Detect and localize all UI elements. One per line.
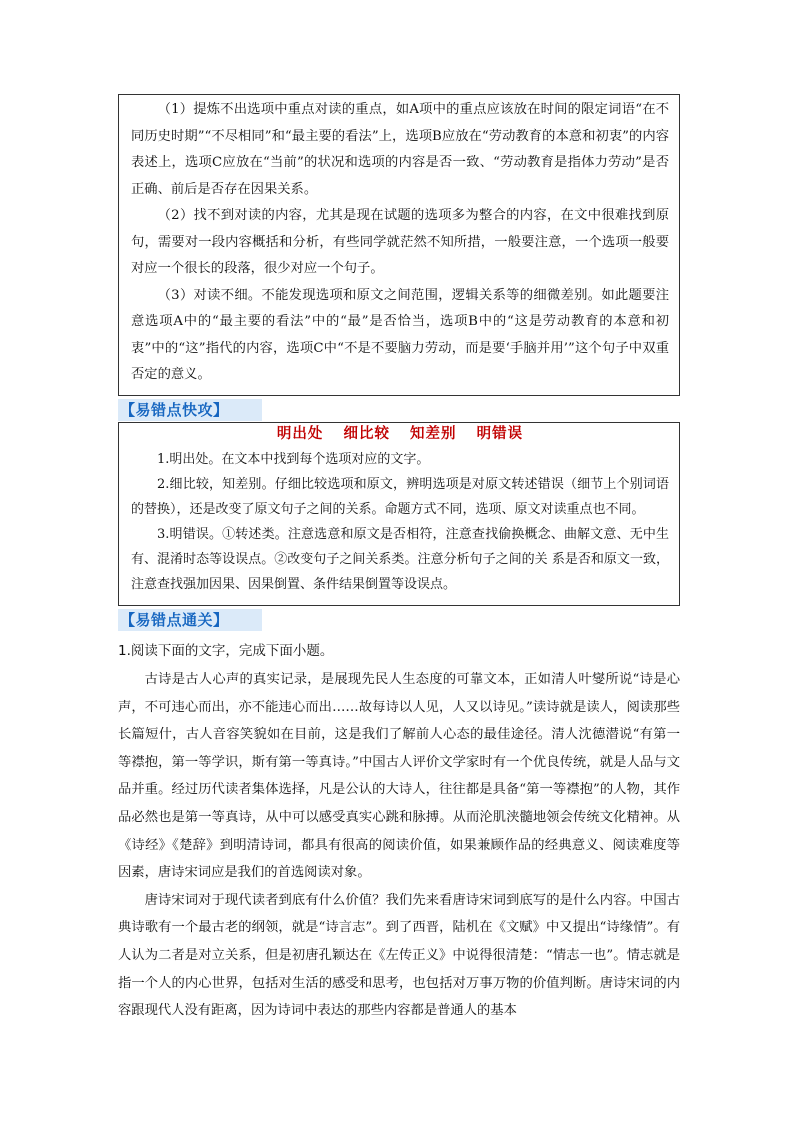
tip-paragraph-1: 1.明出处。在文本中找到每个选项对应的文字。 [157,452,430,467]
subtitle-item-3: 知差别 [410,425,457,442]
explanation-paragraph-2: （2）找不到对读的内容，尤其是现在试题的选项多为整合的内容，在文中很难找到原句，需要对一段内容概括和分析，有些同学就茫然不知所措，一般要注意，一个选项一般要对应一个很长的段落，很少对应一个句子。 [131,208,669,276]
section-heading-pass: 【易错点通关】 [118,609,262,631]
tip-paragraph-2: 2.细比较，知差别。仔细比较选项和原文，辨明选项是对原文转述错误（细节上个别词语的替换），还是改变了原文句子之间的关系。命题方式不同，选项、原文对读重点也不同。 [131,477,669,517]
reading-question [118,640,680,1025]
question-prompt: 1.阅读下面的文字，完成下面小题。 [118,643,334,659]
tips-box [118,422,680,606]
section-heading-quick-attack: 【易错点快攻】 [118,399,262,421]
article-paragraph-1: 古诗是古人心声的真实记录，是展现先民人生态度的可靠文本，正如清人叶燮所说“诗是心声，不可违心而出，亦不能违心而出……故每诗以人见，人又以诗见。”读诗就是读人，阅读那些长篇短什，古人音容笑貌如在目前，这是我们了解前人心态的最佳途径。清人沈德潜说“有第一等襟抱，第一等学识，斯有第一等真诗。”中国古人评价文学家时有一个优良传统，就是人品与文品并重。经过历代读者集体选择，凡是公认的大诗人，往往都是具备“第一等襟抱”的人物，其作品必然也是第一等真诗，从中可以感受真实心跳和脉搏。从而沦肌浃髓地领会传统文化精神。从《诗经》《楚辞》到明清诗词，都具有很高的阅读价值，如果兼顾作品的经典意义、阅读难度等因素，唐诗宋词应是我们的首选阅读对象。 [118,672,680,881]
explanation-paragraph-1: （1）提炼不出选项中重点对读的重点，如A项中的重点应该放在时间的限定词语“在不同历史时期”“不尽相同”和“最主要的看法”上，选项B应放在“劳动教育的本意和初衷”的内容表述上，选项C应放在“当前”的状况和选项的内容是否一致、“劳动教育是指体力劳动”是否正确、前后是否存在因果关系。 [131,102,669,197]
subtitle-item-2: 细比较 [343,425,390,442]
explanation-box [118,94,680,396]
tips-subtitle [131,423,669,445]
tip-paragraph-3: 3.明错误。①转述类。注意选意和原文是否相符，注意查找偷换概念、曲解文意、无中生有、混淆时态等设误点。②改变句子之间关系类。注意分析句子之间的关 系是否和原文一致，注意查找强加因果、因果倒置、条件结果倒置等设误点。 [131,527,669,592]
explanation-paragraph-3: （3）对读不细。不能发现选项和原文之间范围，逻辑关系等的细微差别。如此题要注意选项A中的“最主要的看法”中的“最”是否恰当，选项B中的“这是劳动教育的本意和初衷”中的“这”指代的内容，选项C中“不是不要脑力劳动，而是要‘手脑并用’”这个句子中双重否定的意义。 [131,287,669,382]
subtitle-item-4: 明错误 [476,425,524,442]
article-paragraph-2: 唐诗宋词对于现代读者到底有什么价值？我们先来看唐诗宋词到底写的是什么内容。中国古典诗歌有一个最古老的纲领，就是“诗言志”。到了西晋，陆机在《文赋》中又提出“诗缘情”。有人认为二者是对立关系，但是初唐孔颖达在《左传正义》中说得很清楚：“情志一也”。情志就是指一个人的内心世界，包括对生活的感受和思考，也包括对万事万物的价值判断。唐诗宋词的内容跟现代人没有距离，因为诗词中表达的那些内容都是普通人的基本 [118,892,680,1019]
subtitle-item-1: 明出处 [276,425,324,442]
